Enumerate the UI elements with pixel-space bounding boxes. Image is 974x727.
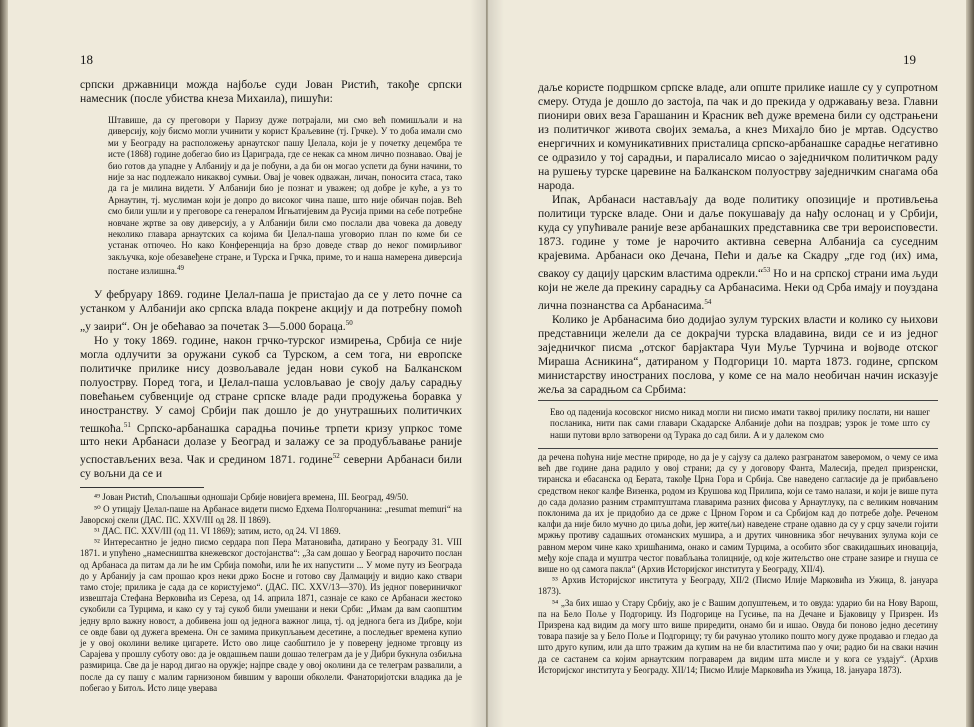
right-quote-bottom-rule — [538, 448, 938, 449]
right-footnote: ⁵⁴ „За бих ишао у Стару Србију, ако је с Вашим допуштењем, и то овуда: ударио би на Нову Варош, па на Бело Поље у Подгорицу. Из Подгорице на Гусиње, па на Дечане и Бјаковицу у Призрен. Из Призрена кад видим да могу што више приредити, онамо би и ишао. Овуда би поново једно десетину товара пазије за у Бело Поље и Подгорицу; ту би рачунао утолико пошто могу дуже продавао и гледао да што друго купим, или да што тражим да купим на не би властитима пао у очи; радио би на сваки начин да се састанем са којим арнаутским пограварем да видим шта мисле и у кога се уздају“. (Архив Историјског института у Београду. XII/14; Писмо Илије Марковића из Ужица, 18. јануара 1873). — [538, 597, 938, 675]
left-paragraph-2-footnote-mark-2: 52 — [332, 452, 340, 461]
left-paragraph-1-footnote-mark: 50 — [345, 318, 353, 327]
left-paragraph-2-footnote-mark: 51 — [123, 420, 131, 429]
left-intro-paragraph: српски државници можда најбоље суди Јован Ристић, такође српски намесник (после убиства кнеза Михаила), пишући: — [80, 78, 462, 105]
left-paragraph-1-text: У фебруару 1869. године Џелал-паша је пристајао да се у лето почне са устанком у Албанији ако српска влада покрене акцију и да потребну помоћ „у заири“. Он је обећавао за почетак 3—5.000 бораца. — [80, 287, 462, 333]
right-block-quote: Ево од паденија косовског нисмо никад могли ни писмо имати таквој прилику послати, ни нашег посланика, нити пак сами главари Скадарске Албаније доћи на поздрав; узрок је томе што су наши путови врло затворени од Турака до сад били. А и у далеком смо — [550, 406, 930, 440]
left-footnote: ⁵² Интересантно је једно писмо сердара поп Пера Матановића, датирано у Београду 31. VIII 1871. и упућено „намесништва кнежевског достојанства“: „За сам дошао у Београд нарочито послан од Арбанаса да питам да ли ће им Србија помоћи, или ће их напустити ... У моме путу из Београда до у Арбанију ја сам прошао кроз неки држо Босне и готово сву Далмацију и видио како ствари тамо стоје; прилика је сада да се користујемо“. (ДАС. ПС. XXV/13—370). Из једног повериничког извештаја Стефана Верковића из Сереза, од 14. априла 1871, сазнаје се како се Арбанаси жестоко сукобили са Турцима, и како су у тај сукоб били умешани и неки Срби: „Имам да вам саопштим једну врло важну новост, а добивена још од једнога важног лица, тј. од једнога бега из Дибре, који се овде бави од дужега времена. Он се замима прикупљањем десетине, а последњег времена купио је у овој околини велике цигарете. Исто ово лице саобштило је у повереңу једноме трговцу из Сарајева у прошлу суботу ово: да је овдашњем паши дошао телеграм да је у Дибри букнула озбиљна размирица. Све да је народ дигао на оружје; најпре сваде у овој околини да се телеграм развалили, а после да су пашу с малим гарнизоном бившим у вароши обколели. Фанаторијотски владика да је побегао у Битољ. Исто лице уверава — [80, 537, 462, 693]
left-text-column — [80, 78, 462, 694]
left-quote-text: Штавише, да су преговори у Паризу дуже потрајали, ми смо већ помишљали и на диверсију, коју бисмо могли учинити у корист Краљевине (тј. Грчке). У то доба имали смо ми у Београду на расположењу арнаутског пашу Џелала, који је у почетку децембра те исте (1868) године добегао био из Цариграда, где се некак са мном лично познавао. Овај је био готов да упадне у Албанију и да је побуни, а да би он могао успети да буни начини, то није за нас подлежало никаквој сумњи. Овај је човек одважан, личан, поносита стаса, тако да га је милина видети. У Албанији био је познат и уважен; од добре је куће, а уз то Арнаутин, тј. муслиман који је допро до високог чина паше, што није обичан појав. Већ смо били ушли и у преговоре са генералом Игњатијевим да Русија прими на себе потребне новчане жртве за ову диверсију, а у Албанији били смо послали два човека да доведу неколико главара арнаутских са којима би Џелал-паша уговорио план по коме би се устанак отпочео. Но како Конференција на брзо доведе ствар до неког помирљивог закључка, које обезавеђене стране, и Турска и Грчка, приме, то и наша намерена диверсија постане излишна. — [108, 115, 462, 277]
left-block-quote — [108, 115, 462, 278]
page-edge-right — [966, 0, 974, 727]
right-paragraph-2-footnote-mark: 53 — [763, 266, 771, 274]
left-paragraph-1 — [80, 288, 462, 334]
right-footnote: ⁵³ Архив Историјског института у Београду, XII/2 (Писмо Илије Марковића из Ужица, 8. јануара 1873). — [538, 575, 938, 597]
left-paragraph-2-cont: Српско-арбанашка сарадња почиње трпети кризу упркос томе што неки Арбанаси долазе у Београд и залажу се за продубљавање раније успостављених веза. Чак и средином 1871. године — [80, 421, 462, 467]
left-footnote: ⁴⁹ Јован Ристић, Спољашњи одношаји Србије новијега времена, III. Београд, 49/50. — [94, 492, 409, 503]
right-paragraph-2-cont: Но и на српској страни има људи који не желе да прекину сарадњу са Арбанасима. Неки од Срба имају и поуздана лична познанства са Арбанасима. — [538, 266, 939, 312]
page-number-left: 18 — [80, 52, 93, 67]
right-paragraph-1: даље користе подршком српске владе, али опште прилике иашле су у супротном смеру. Отуда је дошло до застоја, па чак и до прекида у одржавању веза. Главни пионири ових веза Гарашанин и Красник већ дуже времена били су одстрањени из политичког живота својих земаља, а кнез Михајло био је мртав. Одсуство енергичних и комуникативних присталица српско-арбанашке сарадње негативно се одразило у тој сарадњи, и паралисало мисао о заједничком политичком раду на рушењу турске царевине на Балканском полуострву заједничким снагама оба народа. — [538, 81, 938, 192]
left-paragraph-2 — [80, 334, 462, 482]
right-quote-top-rule — [538, 400, 938, 401]
left-footnote: ⁵¹ ДАС. ПС. XXV/III (од 11. VI 1869); затим, исто, од 24. VI 1869. — [94, 525, 341, 536]
left-paragraph-2-text: Но у току 1869. године, након грчко-турског измирења, Србија се није могла одлучити за оружани сукоб са Турском, а сем тога, ни европске политичке прилике нису дозвољавале један нови сукоб на Балканском полуострву. Поред тога, и Џелал-паша условљавао је своју даљу сарадњу повећањем субвенције од стране српске владе ради продужења боравка у иностранству. У самој Србији пак дошло је до унутрашњих политичких тешкоћа. — [80, 333, 462, 435]
right-paragraph-2-footnote-mark-2: 54 — [704, 297, 712, 306]
page-number-right: 19 — [903, 52, 916, 67]
left-footnote: ⁵⁰ О утицају Џелал-паше на Арбанасе видети писмо Едхема Полгорчанина: „resumat memuri“ на Јаворској скели (ДАС. ПС. XXV/III од 28. II 1869). — [80, 503, 462, 525]
right-page — [487, 0, 974, 727]
right-paragraph-2 — [538, 193, 938, 313]
page-edge-left — [0, 0, 8, 727]
right-quote-continuation: да речена поћуна није местне природе, но да је у сајузу са далеко разгранатом заверомом, о чему се има већ две године дана радило у овој страни; да су у договору Фанта, Малесија, предел призренски, тиранска и ебасанска од Берата, такође Црна Гора и Србија. Све наведено сагласије да је прибављено средством неког калфе Визенка, родом из Крушова код Прилипа, који се тамо налази, и који је више пута до сада долазио разним страмптуштама главарима разних фисова у Арнаутлуку, па с великим новчаним поклонима да их је придобио да се држе с Црном Гором и са Србијом кад до потребе дође. Реченом калфи да није било мучно до циља доћи, јер жите(љи) наведене стране одавно да су у срцу зачели гојити мржњу противу садашњих отоманских мушира, а и друтих чиновника због нечуваних зулума који се равном мером чине како хришћанима, онако и самим Турцима, а особито због свакидашњих иновација, међу које спада и муштра честог повабљања толицније, од које житељство оне стране зазире и гнуша се више но од самога пакла“ (Архив Историјског института у Београду, XII/4). — [538, 451, 938, 574]
right-paragraph-3: Колико је Арбанасима био додијао зулум турских власти и колико су њихови представници желели да се докрајчи турска владавина, види се и из једног заједничког писма „отског барјактара Чуи Муље Турчина и војводе отског Мираша Асникина“, датираном у Подгорици 10. марта 1873. године, српском министарству иностраних послова, у коме се на мало необичан начин исказује жеља за сарадњом са Србима: — [538, 312, 938, 396]
left-paragraph-2-end: северни Арбанаси били су вољни да се и — [80, 453, 462, 481]
left-footnote-rule — [80, 487, 204, 488]
right-text-column — [538, 81, 938, 676]
left-quote-footnote-mark: 49 — [177, 264, 185, 273]
right-paragraph-2-text: Ипак, Арбанаси настављају да воде политику опозиције и противљења политици турске владе. Они и даље покушавају да нађу ослонац и у Србији, куда су упућивале раније везе арбанашких представника све три вероисповести. 1873. године у томе је нарочито активна северна Албанија са суседним крајевима. Арбанаси око Дечана, Пећи и даље ка Скадру „где год (их) има, свакоу су дацију царским властима одрекли.“ — [538, 193, 938, 280]
